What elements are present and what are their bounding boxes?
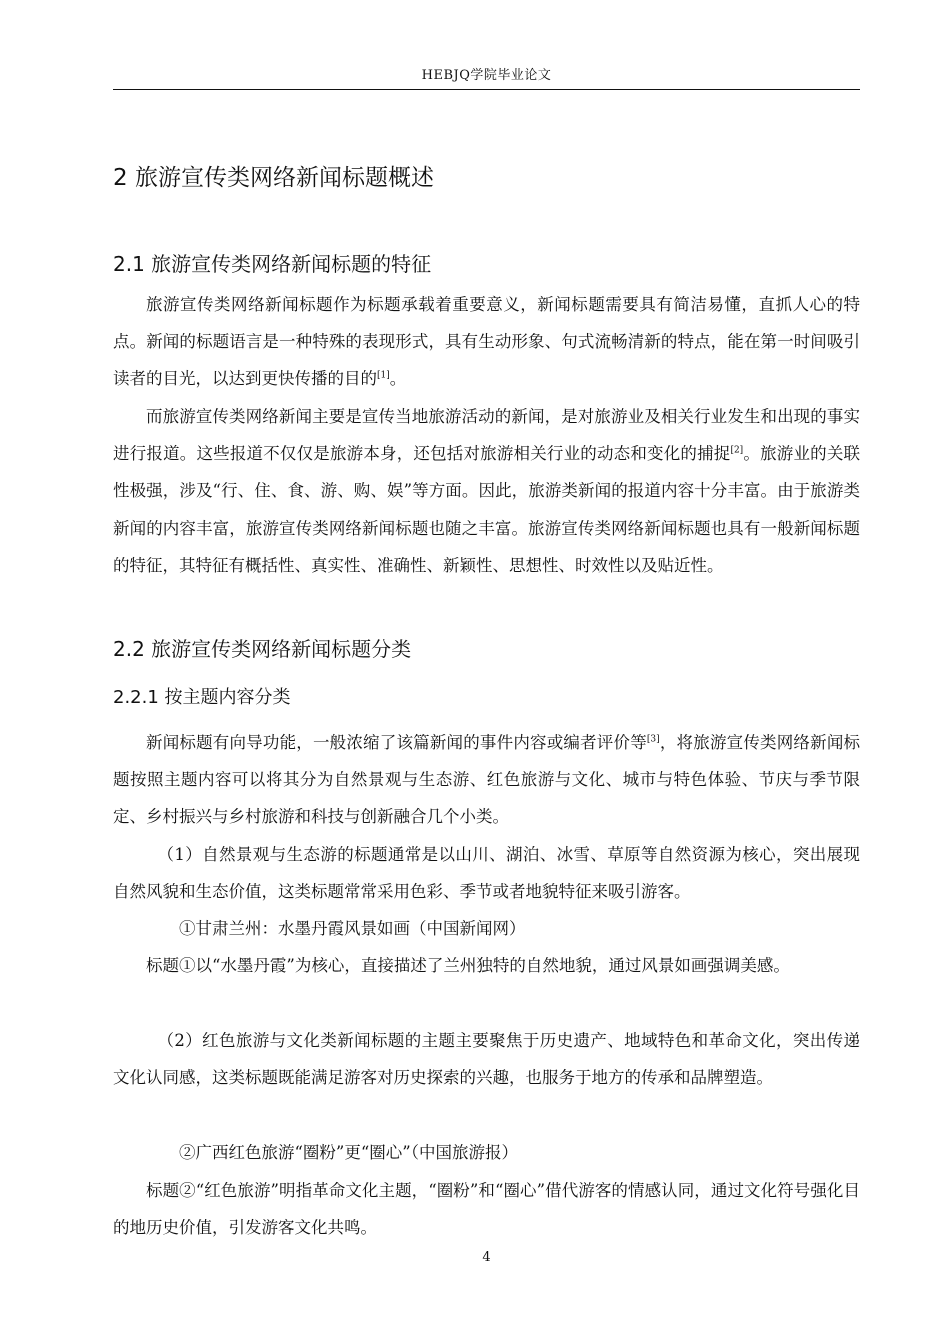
- section-2-2-title: 2.2 旅游宣传类网络新闻标题分类: [113, 637, 412, 661]
- paragraph-end: 。: [389, 369, 407, 389]
- subsection-2-2-1-paragraph-1: [113, 724, 860, 836]
- example-headline-1: ①甘肃兰州：水墨丹霞风景如画（中国新闻网）: [179, 919, 526, 938]
- page-number: 4: [482, 1250, 491, 1265]
- citation-ref: [1]: [377, 370, 390, 381]
- example-headline-2: ②广西红色旅游“圈粉”更“圈心”（中国旅游报）: [179, 1143, 518, 1162]
- example-analysis-2: 标题②“红色旅游”明指革命文化主题，“圈粉”和“圈心”借代游客的情感认同，通过文化符号强化目的地历史价值，引发游客文化共鸣。: [113, 1181, 860, 1238]
- citation-ref: [3]: [646, 734, 660, 745]
- subsection-2-2-1-title: 2.2.1 按主题内容分类: [113, 687, 291, 708]
- header-rule: [113, 89, 860, 90]
- category-item-1: （1）自然景观与生态游的标题通常是以山川、湖泊、冰雪、草原等自然资源为核心，突出展现自然风貌和生态价值，这类标题常常采用色彩、季节或者地貌特征来吸引游客。: [113, 845, 860, 902]
- paragraph-text: 新闻标题有向导功能，一般浓缩了该篇新闻的事件内容或编者评价等: [146, 733, 647, 752]
- paragraph-text: 而旅游宣传类网络新闻主要是宣传当地旅游活动的新闻，是对旅游业及相关行业发生和出现的事实进行报道。这些报道不仅仅是旅游本身，还包括对旅游相关行业的动态和变化的捕捉: [113, 407, 860, 464]
- page-header: HEBJQ学院毕业论文: [421, 68, 552, 83]
- paragraph-text: 旅游宣传类网络新闻标题作为标题承载着重要意义，新闻标题需要具有简洁易懂，直抓人心的特点。新闻的标题语言是一种特殊的表现形式，具有生动形象、句式流畅清新的特点，能在第一时间吸引读者的目光，以达到更快传播的目的: [113, 295, 860, 389]
- paragraph-text-continued: 。旅游业的关联性极强，涉及“行、住、食、游、购、娱”等方面。因此，旅游类新闻的报道内容十分丰富。由于旅游类新闻的内容丰富，旅游宣传类网络新闻标题也随之丰富。旅游宣传类网络新闻标题也具有一般新闻标题的特征，其特征有概括性、真实性、准确性、新颖性、思想性、时效性以及贴近性。: [113, 444, 860, 575]
- chapter-title: 2 旅游宣传类网络新闻标题概述: [113, 165, 434, 191]
- paragraph-text-continued: ，将旅游宣传类网络新闻标题按照主题内容可以将其分为自然景观与生态游、红色旅游与文化、城市与特色体验、节庆与季节限定、乡村振兴与乡村旅游和科技与创新融合几个小类。: [113, 733, 861, 827]
- section-2-1-paragraph-2: [113, 398, 860, 584]
- example-analysis-1: 标题①以“水墨丹霞”为核心，直接描述了兰州独特的自然地貌，通过风景如画强调美感。: [146, 956, 790, 975]
- section-2-1-paragraph-1: [113, 286, 860, 398]
- category-item-2: （2）红色旅游与文化类新闻标题的主题主要聚焦于历史遗产、地域特色和革命文化，突出传递文化认同感，这类标题既能满足游客对历史探索的兴趣，也服务于地方的传承和品牌塑造。: [113, 1031, 860, 1088]
- section-2-1-title: 2.1 旅游宣传类网络新闻标题的特征: [113, 252, 432, 276]
- citation-ref: [2]: [730, 445, 744, 456]
